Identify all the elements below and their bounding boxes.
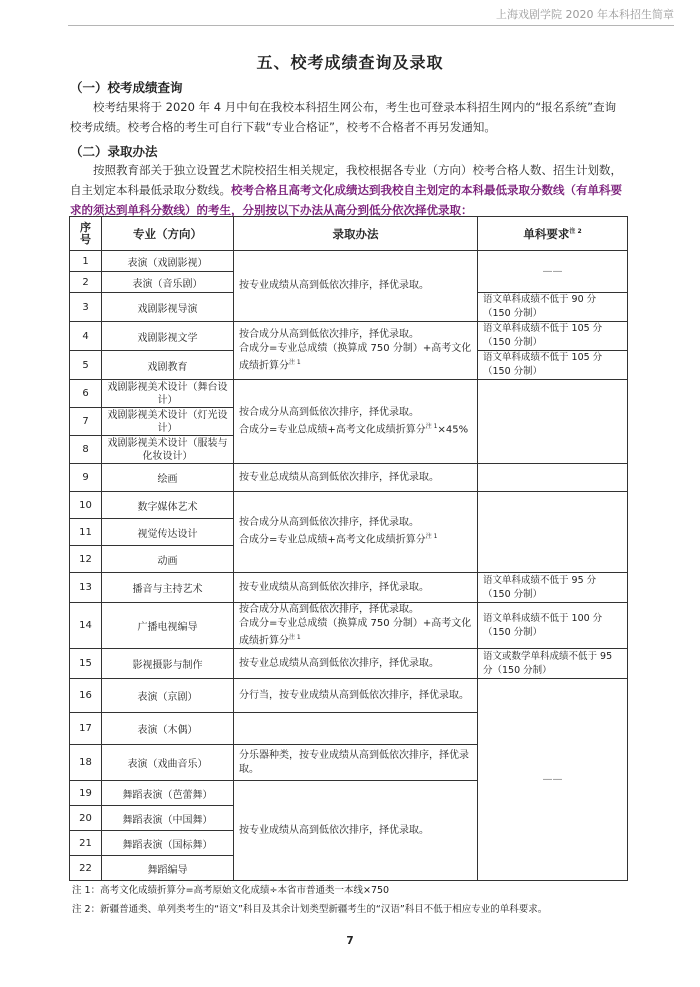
footnote-1: 注 1：高考文化成绩折算分=高考原始文化成绩÷本省市普通类一本线×750 [72, 885, 390, 896]
major-name: 表演（戏曲音乐） [102, 745, 234, 781]
method-cell [234, 492, 478, 573]
col-header-major: 专业（方向） [102, 217, 234, 251]
method-line: 按合成分从高到低依次排序，择优录取。 [239, 406, 419, 418]
method-cell [234, 713, 478, 745]
header-text: 上海戏剧学院 2020 年本科招生简章 [496, 8, 674, 21]
col-header-no: 序号 [70, 217, 102, 251]
note-1-marker: 注 1 [289, 358, 301, 366]
method-cell [234, 380, 478, 464]
subsection-heading-score-query: （一）校考成绩查询 [70, 80, 183, 95]
score-query-paragraph: 校考结果将于 2020 年 4 月中旬在我校本科招生网公布，考生也可登录本科招生网内的“报名系统”查询校考成绩。校考合格的考生可自行下载“专业合格证”，校考不合格者不再另发通知。 [70, 100, 617, 134]
method-cell: 分乐器种类，按专业成绩从高到低依次排序，择优录取。 [234, 745, 478, 781]
row-number: 22 [70, 856, 102, 881]
method-cell [234, 322, 478, 380]
method-line: 按合成分从高到低依次排序，择优录取。 [239, 517, 419, 529]
table-row [70, 679, 628, 713]
major-name: 戏剧影视美术设计（舞台设计） [102, 380, 234, 408]
table-header-row [70, 217, 628, 251]
table-row [70, 464, 628, 492]
major-name: 戏剧教育 [102, 351, 234, 380]
requirement-cell: 语文单科成绩不低于 100 分（150 分制） [478, 603, 628, 649]
table-row [70, 603, 628, 649]
major-name: 数字媒体艺术 [102, 492, 234, 519]
major-name: 舞蹈表演（国标舞） [102, 831, 234, 856]
row-number: 17 [70, 713, 102, 745]
method-formula-text: 合成分=专业总成绩（换算成 750 分制）+高考文化成绩折算分 [239, 342, 472, 372]
major-name: 播音与主持艺术 [102, 573, 234, 603]
subsection-heading-admission: （二）录取办法 [70, 144, 158, 159]
method-formula [239, 342, 472, 373]
table-row [70, 492, 628, 519]
major-name: 绘画 [102, 464, 234, 492]
major-name: 戏剧影视美术设计（服装与化妆设计） [102, 436, 234, 464]
method-formula [239, 530, 472, 547]
requirement-none [478, 464, 628, 492]
col-header-requirement [478, 217, 628, 251]
admission-paragraph [70, 160, 626, 220]
requirement-cell: 语文或数学单科成绩不低于 95 分（150 分制） [478, 649, 628, 679]
major-name: 戏剧影视文学 [102, 322, 234, 351]
table-row [70, 649, 628, 679]
major-name: 表演（戏剧影视） [102, 251, 234, 272]
requirement-cell: 语文单科成绩不低于 105 分（150 分制） [478, 322, 628, 351]
row-number: 15 [70, 649, 102, 679]
admission-table [69, 216, 628, 881]
method-cell: 按专业成绩从高到低依次排序，择优录取。 [234, 573, 478, 603]
row-number: 20 [70, 806, 102, 831]
major-name: 表演（音乐剧） [102, 272, 234, 293]
row-number: 5 [70, 351, 102, 380]
row-number: 13 [70, 573, 102, 603]
page-header [0, 0, 700, 40]
row-number: 18 [70, 745, 102, 781]
table-row [70, 573, 628, 603]
table-row [70, 380, 628, 408]
requirement-none: —— [478, 251, 628, 293]
major-name: 舞蹈编导 [102, 856, 234, 881]
row-number: 7 [70, 408, 102, 436]
method-formula [239, 420, 472, 437]
table-row [70, 251, 628, 272]
major-name: 动画 [102, 546, 234, 573]
row-number: 11 [70, 519, 102, 546]
method-line: 按合成分从高到低依次排序，择优录取。 [239, 604, 419, 615]
col-header-requirement-label: 单科要求 [523, 226, 570, 241]
header-rule [68, 25, 674, 26]
row-number: 16 [70, 679, 102, 713]
method-cell [234, 603, 478, 649]
col-header-method: 录取办法 [234, 217, 478, 251]
row-number: 12 [70, 546, 102, 573]
method-formula-text: 合成分=专业总成绩+高考文化成绩折算分 [239, 424, 426, 436]
method-cell: 按专业总成绩从高到低依次排序，择优录取。 [234, 649, 478, 679]
requirement-none: —— [478, 679, 628, 881]
major-name: 戏剧影视美术设计（灯光设计） [102, 408, 234, 436]
row-number: 4 [70, 322, 102, 351]
major-name: 表演（木偶） [102, 713, 234, 745]
row-number: 9 [70, 464, 102, 492]
method-cell: 按专业成绩从高到低依次排序，择优录取。 [234, 781, 478, 881]
page-number: 7 [346, 935, 354, 947]
requirement-cell: 语文单科成绩不低于 105 分（150 分制） [478, 351, 628, 380]
note-2-marker: 注 2 [569, 227, 582, 235]
requirement-cell: 语文单科成绩不低于 95 分（150 分制） [478, 573, 628, 603]
method-cell: 按专业成绩从高到低依次排序，择优录取。 [234, 251, 478, 322]
admission-highlight: 校考合格且高考文化成绩达到我校自主划定的本科最低录取分数线（有单科要求的须达到单科分数线）的考生，分别按以下办法从高分到低分依次择优录取： [70, 183, 622, 217]
method-formula-factor: ×45% [437, 424, 469, 436]
table-row [70, 322, 628, 351]
requirement-none [478, 492, 628, 573]
method-formula-text: 合成分=专业总成绩+高考文化成绩折算分 [239, 534, 426, 546]
note-1-marker: 注 1 [289, 634, 301, 641]
row-number: 3 [70, 293, 102, 322]
requirement-none [478, 380, 628, 464]
note-1-marker: 注 1 [425, 533, 438, 541]
section-title: 五、校考成绩查询及录取 [256, 53, 444, 72]
note-1-marker: 注 1 [425, 422, 438, 430]
major-name: 舞蹈表演（芭蕾舞） [102, 781, 234, 806]
row-number: 8 [70, 436, 102, 464]
method-formula [239, 617, 472, 648]
major-name: 舞蹈表演（中国舞） [102, 806, 234, 831]
row-number: 6 [70, 380, 102, 408]
requirement-cell: 语文单科成绩不低于 90 分（150 分制） [478, 293, 628, 322]
method-line: 按合成分从高到低依次排序，择优录取。 [239, 328, 419, 340]
admission-text: 按照教育部关于独立设置艺术院校招生相关规定，我校根据各专业（方向）校考合格人数、招生计划数，自主划定本科最低录取分数线。 [70, 163, 622, 197]
row-number: 10 [70, 492, 102, 519]
method-cell: 分行当，按专业成绩从高到低依次排序，择优录取。 [234, 679, 478, 713]
major-name: 影视摄影与制作 [102, 649, 234, 679]
row-number: 1 [70, 251, 102, 272]
row-number: 14 [70, 603, 102, 649]
major-name: 广播电视编导 [102, 603, 234, 649]
row-number: 19 [70, 781, 102, 806]
row-number: 2 [70, 272, 102, 293]
row-number: 21 [70, 831, 102, 856]
major-name: 戏剧影视导演 [102, 293, 234, 322]
footnote-2: 注 2：新疆普通类、单列类考生的“语文”科目及其余计划类型新疆考生的“汉语”科目不低于相应专业的单科要求。 [72, 904, 548, 915]
major-name: 视觉传达设计 [102, 519, 234, 546]
method-cell: 按专业总成绩从高到低依次排序，择优录取。 [234, 464, 478, 492]
method-formula-text: 合成分=专业总成绩（换算成 750 分制）+高考文化成绩折算分 [239, 618, 472, 647]
major-name: 表演（京剧） [102, 679, 234, 713]
